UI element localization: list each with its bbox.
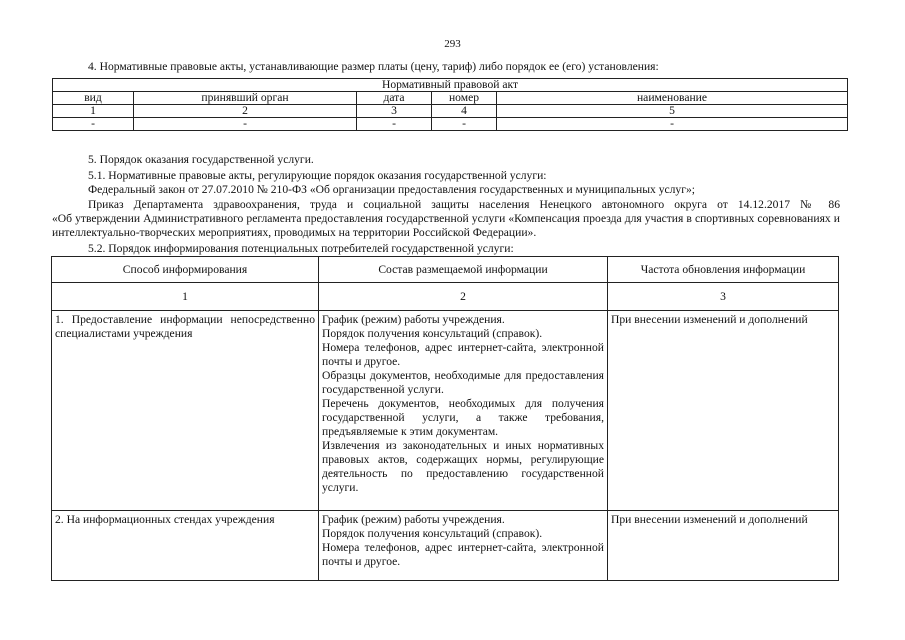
table-group-header: Нормативный правовой акт [53, 79, 848, 92]
method-text: 1. Предоставление информации непосредственно специалистами учреждения [55, 313, 315, 340]
table-row [53, 118, 848, 131]
col-number: номер [432, 92, 497, 105]
col-frequency: Частота обновления информации [608, 257, 839, 283]
page-number: 293 [444, 38, 461, 50]
method-text: 2. На информационных стендах учреждения [55, 513, 275, 526]
table-header-row [53, 92, 848, 105]
table-cell: 5 [497, 105, 848, 118]
content-item: Порядок получения консультаций (справок). [322, 527, 543, 540]
table-cell: 3 [357, 105, 432, 118]
col-type: вид [53, 92, 134, 105]
frequency-cell [608, 511, 839, 581]
content-item: Перечень документов, необходимых для получения государственной услуги, а также требования, предъявляемые к этим документам. [322, 397, 604, 438]
table-cell: - [134, 118, 357, 131]
col-body: принявший орган [134, 92, 357, 105]
content-item: Номера телефонов, адрес интернет-сайта, электронной почты и другое. [322, 541, 604, 568]
table-header-row [52, 257, 839, 283]
table-cell: 1 [52, 283, 319, 311]
frequency-text: При внесении изменений и дополнений [611, 513, 808, 526]
tariff-acts-table [52, 78, 848, 131]
order-text-line2: «Об утверждении Административного регламента предоставления государственной услуги «Компенсация проезда для участия в спортивных соревнованиях и интеллектуально-творческих мероприятиях, проводимых на территории Российской Федерации». [52, 212, 840, 239]
content-item: Извлечения из законодательных и иных нормативных правовых актов, содержащих нормы, регулирующие деятельность по предоставлению государственной услуги. [322, 439, 604, 494]
section5-1-heading: 5.1. Нормативные правовые акты, регулирующие порядок оказания государственной услуги: [88, 169, 547, 182]
method-cell [52, 511, 319, 581]
table-cell: - [497, 118, 848, 131]
table-cell: - [357, 118, 432, 131]
col-method: Способ информирования [52, 257, 319, 283]
section5-heading: 5. Порядок оказания государственной услуги. [88, 153, 314, 166]
method-cell [52, 311, 319, 511]
table-cell: 3 [608, 283, 839, 311]
table-cell: 1 [53, 105, 134, 118]
order-text-line1: Приказ Департамента здравоохранения, труда и социальной защиты населения Ненецкого автономного округа от 14.12.2017 № 86 [88, 198, 840, 211]
content-item: График (режим) работы учреждения. [322, 313, 505, 326]
content-item: Образцы документов, необходимые для предоставления государственной услуги. [322, 369, 604, 396]
section5-2-heading: 5.2. Порядок информирования потенциальных потребителей государственной услуги: [88, 242, 514, 255]
content-item: Порядок получения консультаций (справок). [322, 327, 543, 340]
col-name: наименование [497, 92, 848, 105]
table-cell: - [432, 118, 497, 131]
table-row [52, 311, 839, 511]
frequency-text: При внесении изменений и дополнений [611, 313, 808, 326]
content-cell [319, 511, 608, 581]
table-cell: 4 [432, 105, 497, 118]
table-number-row [53, 105, 848, 118]
frequency-cell [608, 311, 839, 511]
table-cell: 2 [134, 105, 357, 118]
table-number-row [52, 283, 839, 311]
content-item: Номера телефонов, адрес интернет-сайта, электронной почты и другое. [322, 341, 604, 368]
table-row [52, 511, 839, 581]
table-cell: 2 [319, 283, 608, 311]
content-cell [319, 311, 608, 511]
informing-table [51, 256, 839, 581]
col-date: дата [357, 92, 432, 105]
content-item: График (режим) работы учреждения. [322, 513, 505, 526]
section4-heading: 4. Нормативные правовые акты, устанавливающие размер платы (цену, тариф) либо порядок ее (его) установления: [88, 60, 659, 73]
federal-law-text: Федеральный закон от 27.07.2010 № 210-ФЗ «Об организации предоставления государственных и муниципальных услуг»; [88, 183, 695, 196]
table-cell: - [53, 118, 134, 131]
col-content: Состав размещаемой информации [319, 257, 608, 283]
